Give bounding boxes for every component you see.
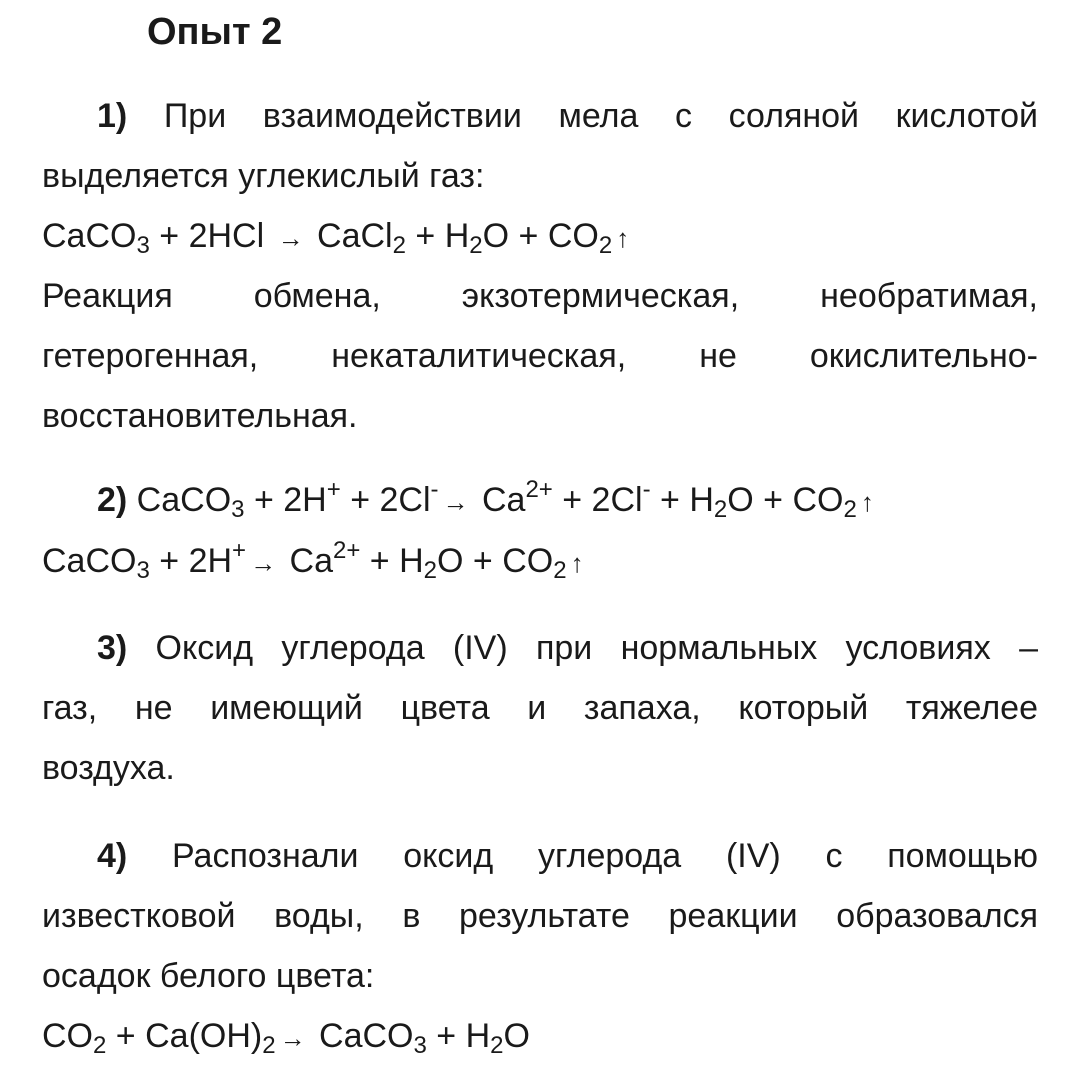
arrow-icon: → [279, 1023, 306, 1053]
arrow-up-icon: ↑ [570, 548, 584, 578]
superscript: - [642, 476, 651, 503]
subscript: 3 [136, 557, 150, 584]
superscript: + [232, 537, 247, 564]
paragraph-3-line-3: воздуха. [42, 749, 175, 787]
paragraph-1-desc-2: гетерогенная, некаталитическая, не окислительно- [42, 337, 1038, 375]
formula-part: CO [42, 1017, 93, 1055]
formula-part: + 2H [244, 481, 327, 519]
item-number: 4) [97, 837, 128, 875]
formula-part: + H [360, 542, 424, 580]
formula-part: O [503, 1017, 530, 1055]
arrow-up-icon: ↑ [860, 487, 874, 517]
paragraph-3-line-1 [97, 624, 1038, 672]
page-title: Опыт 2 [147, 11, 283, 53]
arrow-up-icon: ↑ [616, 223, 630, 253]
item-number: 3) [97, 629, 128, 667]
formula-part: CaCl [307, 217, 393, 255]
formula-part: + H [426, 1017, 491, 1055]
text: Оксид углерода (IV) при нормальных условиях – [155, 629, 1038, 667]
subscript: 2 [262, 1032, 276, 1059]
superscript: 2+ [332, 537, 361, 564]
superscript: + [326, 476, 341, 503]
subscript: 2 [598, 232, 613, 259]
subscript: 2 [553, 557, 567, 584]
paragraph-1-desc-1: Реакция обмена, экзотермическая, необратимая, [42, 277, 1038, 315]
formula-part: CaCO [127, 481, 232, 519]
formula-part: CaCO [309, 1017, 414, 1055]
formula-part: + H [405, 217, 470, 255]
formula-part: CaCO [42, 542, 137, 580]
subscript: 2 [392, 232, 406, 259]
subscript: 3 [231, 496, 245, 523]
formula-part: CaCO [42, 217, 137, 255]
paragraph-4-line-3: осадок белого цвета: [42, 957, 375, 995]
formula-part: + 2HCl [149, 217, 274, 255]
formula-part: Ca [472, 481, 526, 519]
item-number: 2) [97, 481, 128, 519]
superscript: 2+ [525, 476, 553, 503]
formula-part: + 2Cl [340, 481, 431, 519]
formula-part: Ca [280, 542, 333, 580]
item-number: 1) [97, 97, 128, 135]
subscript: 2 [423, 557, 438, 584]
formula-part: + 2H [149, 542, 233, 580]
subscript: 3 [136, 232, 150, 259]
paragraph-4-line-1 [97, 832, 1038, 880]
subscript: 3 [413, 1032, 427, 1059]
equation-1 [42, 212, 1038, 260]
paragraph-4-line-2: известковой воды, в результате реакции образовался [42, 897, 1038, 935]
subscript: 2 [713, 496, 728, 523]
formula-part: + 2Cl [552, 481, 643, 519]
equation-4 [42, 1012, 1038, 1060]
arrow-icon: → [250, 548, 277, 578]
equation-2-short-ionic [42, 537, 1038, 585]
formula-part: O + CO [727, 481, 844, 519]
formula-part: O + CO [482, 217, 599, 255]
subscript: 2 [469, 232, 483, 259]
superscript: - [430, 476, 439, 503]
arrow-icon: → [442, 487, 469, 517]
paragraph-3-line-2: газ, не имеющий цвета и запаха, который тяжелее [42, 689, 1038, 727]
equation-2-full-ionic [97, 476, 1038, 524]
subscript: 2 [843, 496, 857, 523]
subscript: 2 [93, 1032, 107, 1059]
formula-part: O + CO [437, 542, 554, 580]
formula-part: + Ca(OH) [106, 1017, 263, 1055]
text: Распознали оксид углерода (IV) с помощью [171, 837, 1038, 875]
paragraph-1-desc-3: восстановительная. [42, 397, 358, 435]
arrow-icon: → [277, 223, 304, 253]
paragraph-1-line-1 [97, 92, 1038, 140]
subscript: 2 [490, 1032, 504, 1059]
paragraph-1-line-2: выделяется углекислый газ: [42, 157, 485, 195]
text: При взаимодействии мела с соляной кислотой [163, 97, 1038, 135]
formula-part: + H [650, 481, 714, 519]
